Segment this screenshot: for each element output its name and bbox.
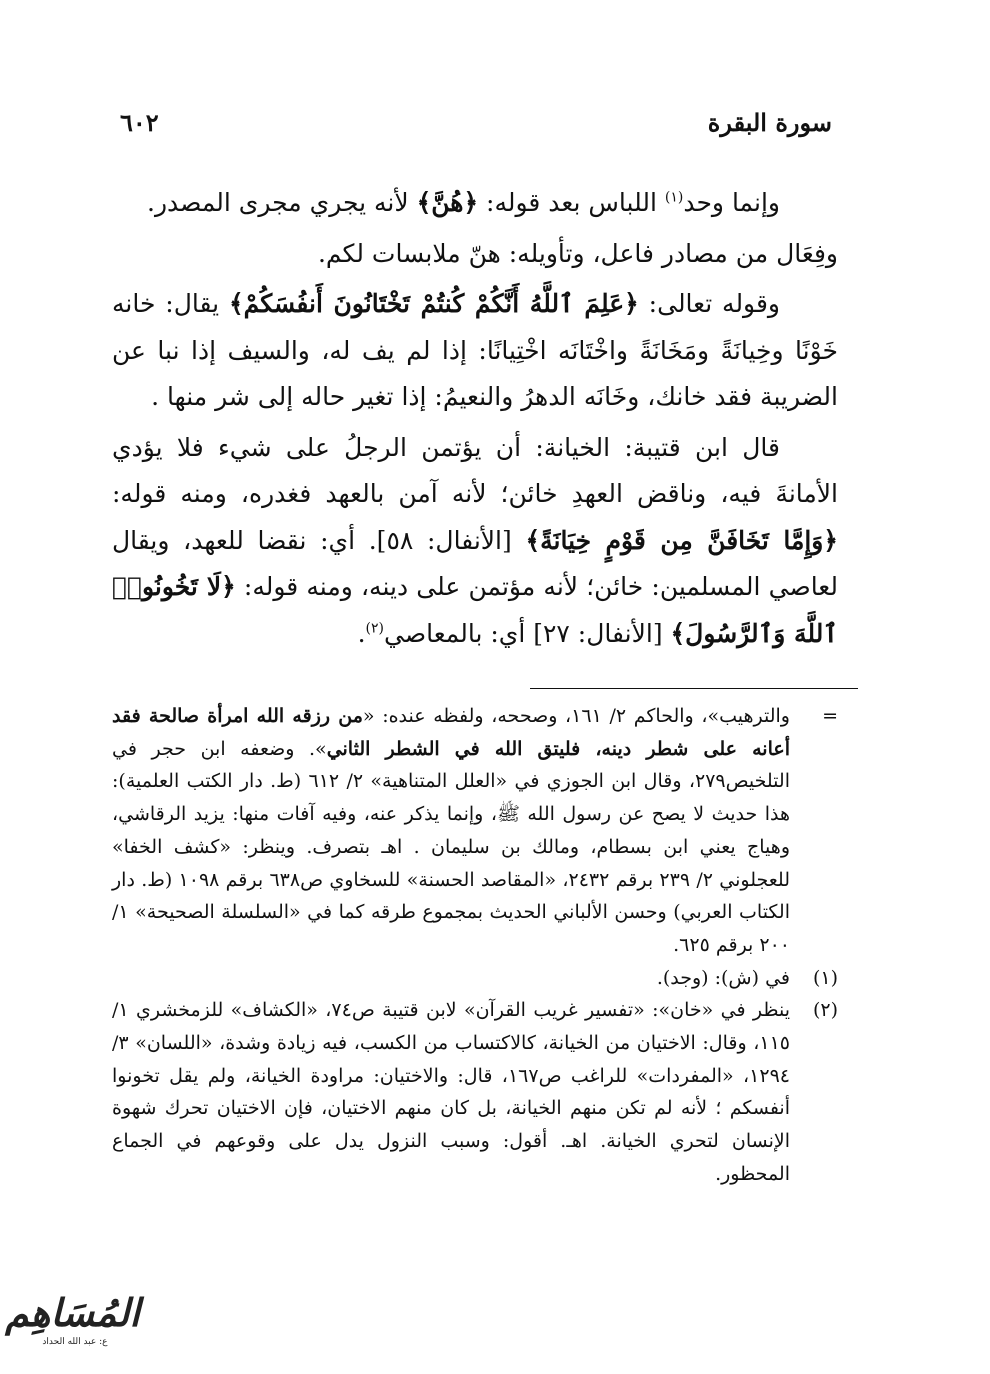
quran-quote: ﴿وَإِمَّا تَخَافَنَّ مِن قَوْمٍ خِيَانَةً﴾ <box>525 525 839 555</box>
footnotes <box>112 700 838 1191</box>
surah-title: سورة البقرة <box>707 108 832 137</box>
quran-quote: ﴿هُنَّ﴾ <box>416 188 479 217</box>
footnote-text: ينظر في «خان»: «تفسير غريب القرآن» لابن قتيبة ص٧٤، «الكشاف» للزمخشري ١/ ١١٥، وقال: الاختيان من الخيانة، كالاكتساب من الكسب، فيه زيادة وشدة، «اللسان» ٣/ ١٢٩٤، «المفردات» للراغب ص١٦٧، قال: والاختيان: مراودة الخيانة، ولم يقل تخونوا أنفسكم ؛ لأنه لم تكن منهم الخيانة، بل كان منهم الاختيان، فإن الاختيان تحرك شهوة الإنسان لتحري الخيانة. اهـ. أقول: وسبب النزول يدل على وقوعهم في الجماع المحظور. <box>112 999 790 1185</box>
text-run: [الأنفال: ٢٧] أي: بالمعاصي <box>384 618 671 648</box>
text-run: يقال: خانه خَوْنًا وخِيانَةً ومَخَانَةً واخْتَانَه اخْتِيانًا: إذا لم يف له، والسيف إذا نبا عن الضريبة فقد خانك، وخَانَه الدهرُ والنعيمُ: إذا تغير حاله إلى شر منها . <box>112 289 838 411</box>
hadith-text: من رزقه الله امرأة صالحة فقد أعانه على شطر دينه، فليتق الله في الشطر الثاني <box>112 705 790 760</box>
quran-quote: ﴿لَا تَخُونُوا۟ ٱللَّهَ وَٱلرَّسُولَ﴾ <box>112 572 838 648</box>
text-run: ». وضعفه ابن حجر في التلخيص٢٧٩، وقال ابن الجوزي في «العلل المتناهية» ٢/ ٦١٢ (ط. دار الكتب العلمية): هذا حديث لا يصح عن رسول الله ﷺ، وإنما يذكر عنه، وفيه آفات منها: يزيد الرقاشي، وهياج يعني ابن بسطام، ومالك بن سليمان . اهـ بتصرف. وينظر: «كشف الخفا» للعجلوني ٢/ ٢٣٩ برقم ٢٤٣٢، «المقاصد الحسنة» للسخاوي ص٦٣٨ برقم ١٠٩٨ (ط. دار الكتاب العربي) وحسن الألباني الحديث بمجموع طرقه كما في «السلسلة الصحيحة» ١/ ٢٠٠ برقم ٦٢٥. <box>112 737 791 956</box>
text-run: لأنه يجري مجرى المصدر. <box>147 188 417 217</box>
text-run: وإنما وحد <box>683 188 780 217</box>
footnote-divider <box>530 688 858 689</box>
page-number: ٦٠٢ <box>120 108 159 137</box>
footnote-1 <box>112 962 838 995</box>
logo-subtext: ع: عبد الله الحداد <box>42 1337 108 1347</box>
footnote-mark: (١) <box>812 966 838 989</box>
paragraph <box>112 425 838 658</box>
page-header <box>120 100 832 150</box>
paragraph <box>112 180 838 227</box>
logo-text: المُسَاهِم <box>5 1290 140 1335</box>
footnote-continuation <box>112 700 838 962</box>
footnote-ref-1[interactable]: (١) <box>664 189 684 206</box>
quran-quote: ﴿عَلِمَ ٱللَّهُ أَنَّكُمْ كُنتُمْ تَخْتَانُونَ أَنفُسَكُمْ﴾ <box>228 289 639 318</box>
text-run: اللباس بعد قوله: <box>478 188 665 217</box>
text-run: وقوله تعالى: <box>638 289 780 318</box>
footnote-mark: = <box>822 705 838 727</box>
footnote-text: في (ش): (وجد). <box>656 966 790 989</box>
main-text <box>112 180 838 657</box>
paragraph: وفِعَال من مصادر فاعل، وتأويله: هنّ ملابسات لكم. <box>317 238 838 268</box>
footnote-mark: (٢) <box>812 999 838 1022</box>
text-run: [الأنفال: ٥٨]. أي: نقضا للعهد، ويقال لعاصي المسلمين: خائن؛ لأنه مؤتمن على دينه، ومنه قوله: <box>112 525 838 601</box>
footnote-2 <box>112 994 838 1190</box>
footnote-ref-2[interactable]: (٢) <box>365 620 385 637</box>
text-run: . <box>357 618 366 648</box>
text-run: والترهيب»، والحاكم ٢/ ١٦١، وصححه، ولفظه عنده: « <box>362 705 790 727</box>
text-run: قال ابن قتيبة: الخيانة: أن يؤتمن الرجلُ على شيء فلا يؤدي الأمانةَ فيه، وناقض العهدِ خائن؛ لأنه آمن بالعهد فغدره، ومنه قوله: <box>112 432 838 508</box>
paragraph <box>112 281 838 421</box>
watermark-logo <box>5 1290 140 1354</box>
